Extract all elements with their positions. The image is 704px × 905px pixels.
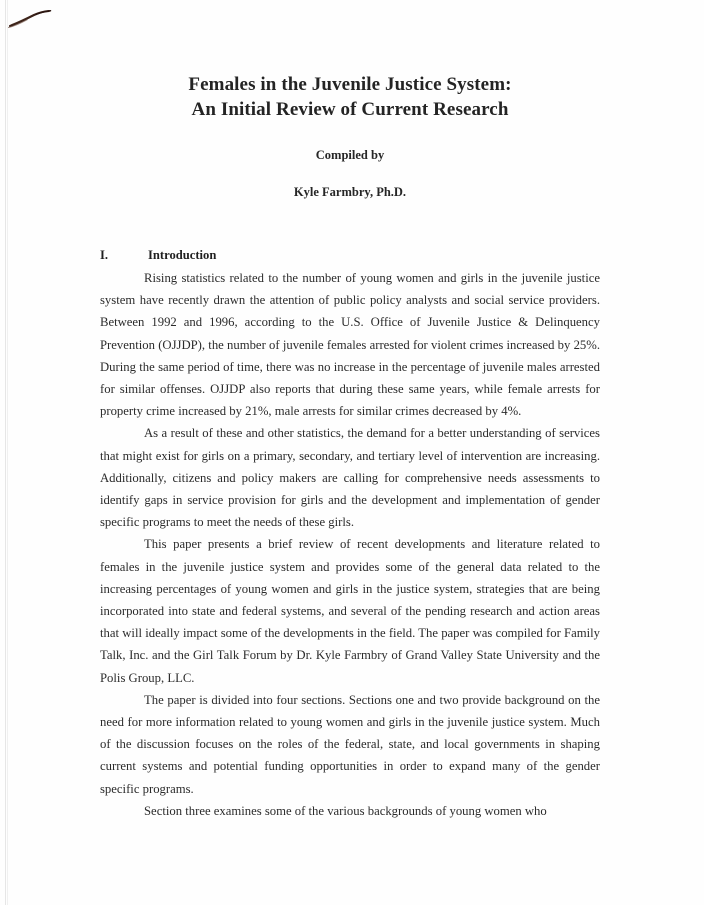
paragraph: Rising statistics related to the number of young women and girls in the juvenile justice system have recently drawn the attention of public policy analysts and social service providers. Between 1992 and 1996, according to the U.S. Office of Juvenile Justice & Delinquency Prevention (OJJDP), the number of juvenile females arrested for violent crimes increased by 25%. During the same period of time, there was no increase in the percentage of juvenile males arrested for similar offenses. OJJDP also reports that during these same years, while female arrests for property crime increased by 21%, male arrests for similar crimes decreased by 4%. (100, 271, 600, 419)
page-content (100, 0, 600, 905)
body-text (100, 267, 600, 822)
compiled-by-label: Compiled by (315, 148, 385, 162)
title-line-2: An Initial Review of Current Research (191, 99, 509, 120)
section-title: Introduction (148, 248, 217, 262)
title-block (100, 0, 600, 200)
section-heading (100, 248, 600, 263)
author-name: Kyle Farmbry, Ph.D. (293, 185, 407, 199)
paragraph: This paper presents a brief review of recent developments and literature related to females in the juvenile justice system and provides some of the general data related to the increasing percentages of young women and girls in the justice system, strategies that are being incorporated into state and federal systems, and several of the pending research and action areas that will ideally impact some of the developments in the field. The paper was compiled for Family Talk, Inc. and the Girl Talk Forum by Dr. Kyle Farmbry of Grand Valley State University and the Polis Group, LLC. (100, 537, 600, 685)
section-number: I. (100, 248, 109, 262)
scan-edge-line-inner (7, 0, 8, 905)
paragraph: As a result of these and other statistics, the demand for a better understanding of services that might exist for girls on a primary, secondary, and tertiary level of intervention are increasing. Additionally, citizens and policy makers are calling for comprehensive needs assessments to identify gaps in service provision for girls and the development and implementation of gender specific programs to meet the needs of these girls. (100, 426, 600, 530)
page-title (100, 72, 600, 122)
paragraph: Section three examines some of the various backgrounds of young women who (144, 803, 547, 818)
paragraph: The paper is divided into four sections. Sections one and two provide background on the need for more information related to young women and girls in the juvenile justice system. Much of the discussion focuses on the roles of the federal, state, and local governments in shaping current systems and potential funding opportunities in order to expand many of the gender specific programs. (100, 692, 600, 796)
ink-smudge-artifact (8, 8, 54, 30)
title-line-1: Females in the Juvenile Justice System: (188, 74, 512, 95)
scan-edge-line-left (5, 0, 6, 905)
